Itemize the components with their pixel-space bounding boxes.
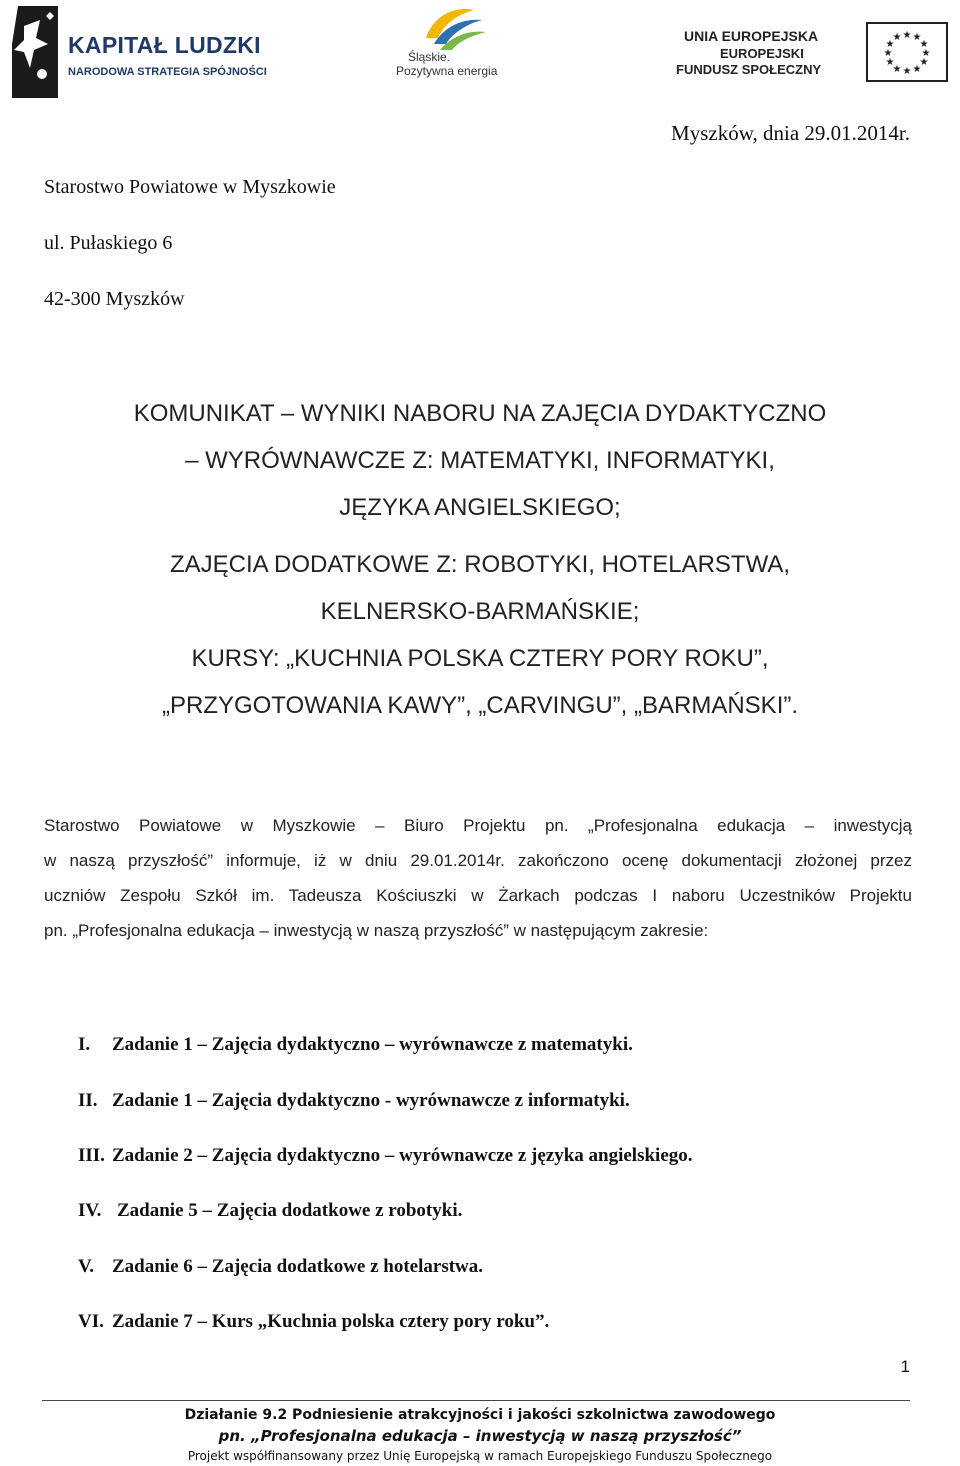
svg-text:★: ★ [912, 64, 922, 75]
title-line: KURSY: „KUCHNIA POLSKA CZTERY PORY ROKU”, [191, 645, 769, 672]
title-line: „PRZYGOTOWANIA KAWY”, „CARVINGU”, „BARMAŃSKI”. [161, 692, 799, 719]
task-number: VI. [78, 1311, 104, 1332]
page-number: 1 [900, 1357, 910, 1376]
kapital-ludzki-subtitle: NARODOWA STRATEGIA SPÓJNOŚCI [68, 66, 267, 78]
task-item [78, 1034, 633, 1056]
paragraph-line: uczniów Zespołu Szkół im. Tadeusza Kościuszki w Żarkach podczas I naboru Uczestników Projektu [44, 886, 912, 905]
slaskie-slogan: Pozytywna energia [396, 64, 498, 78]
svg-text:★: ★ [912, 32, 922, 43]
svg-text:★: ★ [892, 32, 902, 43]
svg-text:★: ★ [902, 66, 912, 77]
task-item [78, 1090, 630, 1112]
task-number: III. [78, 1145, 105, 1166]
task-number: IV. [78, 1200, 102, 1221]
task-text: Zadanie 5 – Zajęcia dodatkowe z robotyki. [117, 1200, 463, 1221]
kapital-ludzki-title: KAPITAŁ LUDZKI [68, 32, 261, 58]
eu-fund-logo [676, 22, 946, 86]
address-line-2: ul. Pułaskiego 6 [44, 232, 173, 254]
slaskie-name: Śląskie. [408, 50, 451, 64]
task-item [78, 1200, 462, 1222]
svg-text:★: ★ [885, 39, 895, 50]
kapital-ludzki-logo [10, 4, 267, 100]
letter-date: Myszków, dnia 29.01.2014r. [671, 121, 910, 145]
title-line: KELNERSKO-BARMAŃSKIE; [320, 598, 640, 625]
svg-text:★: ★ [919, 57, 929, 68]
paragraph-line: w naszą przyszłość” informuje, iż w dniu 29.01.2014r. zakończono ocenę dokumentacji złożonej przez [44, 851, 912, 870]
title-line: – WYRÓWNAWCZE Z: MATEMATYKI, INFORMATYKI, [185, 447, 775, 474]
task-item [78, 1256, 483, 1278]
task-text: Zadanie 6 – Zajęcia dodatkowe z hotelarstwa. [112, 1256, 484, 1277]
slaskie-emblem-icon [394, 4, 514, 52]
task-text: Zadanie 2 – Zajęcia dydaktyczno – wyrównawcze z języka angielskiego. [112, 1145, 693, 1166]
eu-flag-icon [866, 22, 948, 82]
announcement-title [40, 390, 920, 729]
title-line: KOMUNIKAT – WYNIKI NABORU NA ZAJĘCIA DYDAKTYCZNO [133, 400, 827, 427]
task-number: I. [78, 1034, 91, 1055]
footer-line-1: Działanie 9.2 Podniesienie atrakcyjności i jakości szkolnictwa zawodowego [184, 1407, 776, 1423]
svg-text:★: ★ [892, 64, 902, 75]
paragraph-line: pn. „Profesjonalna edukacja – inwestycją w naszą przyszłość” w następującym zakresie: [44, 921, 709, 940]
task-item [78, 1145, 693, 1167]
task-item [78, 1311, 549, 1333]
svg-text:★: ★ [902, 30, 912, 41]
task-number: V. [78, 1256, 95, 1277]
eu-line-3: FUNDUSZ SPOŁECZNY [676, 62, 822, 77]
eu-line-2: EUROPEJSKI [720, 46, 804, 61]
kapital-ludzki-emblem-icon [10, 4, 60, 100]
footer-line-3: Projekt współfinansowany przez Unię Europejską w ramach Europejskiego Funduszu Społecznego [187, 1449, 773, 1463]
announcement-paragraph [44, 808, 912, 948]
svg-text:★: ★ [921, 48, 931, 59]
svg-text:★: ★ [883, 48, 893, 59]
title-line: ZAJĘCIA DODATKOWE Z: ROBOTYKI, HOTELARSTWA, [169, 551, 791, 578]
footer-divider [42, 1400, 910, 1401]
task-text: Zadanie 1 – Zajęcia dydaktyczno – wyrównawcze z matematyki. [112, 1034, 633, 1055]
paragraph-line: Starostwo Powiatowe w Myszkowie – Biuro Projektu pn. „Profesjonalna edukacja – inwestycją [44, 816, 912, 835]
slaskie-logo [394, 4, 514, 80]
svg-text:★: ★ [885, 57, 895, 68]
task-text: Zadanie 7 – Kurs „Kuchnia polska cztery pory roku”. [112, 1311, 550, 1332]
footer-line-2: pn. „Profesjonalna edukacja – inwestycją w naszą przyszłość” [218, 1427, 742, 1445]
address-line-3: 42-300 Myszków [44, 288, 185, 310]
svg-text:★: ★ [919, 39, 929, 50]
title-line: JĘZYKA ANGIELSKIEGO; [339, 494, 621, 521]
task-number: II. [78, 1090, 98, 1111]
eu-line-1: UNIA EUROPEJSKA [684, 28, 819, 44]
address-line-1: Starostwo Powiatowe w Myszkowie [44, 176, 336, 198]
task-text: Zadanie 1 – Zajęcia dydaktyczno - wyrównawcze z informatyki. [112, 1090, 630, 1111]
